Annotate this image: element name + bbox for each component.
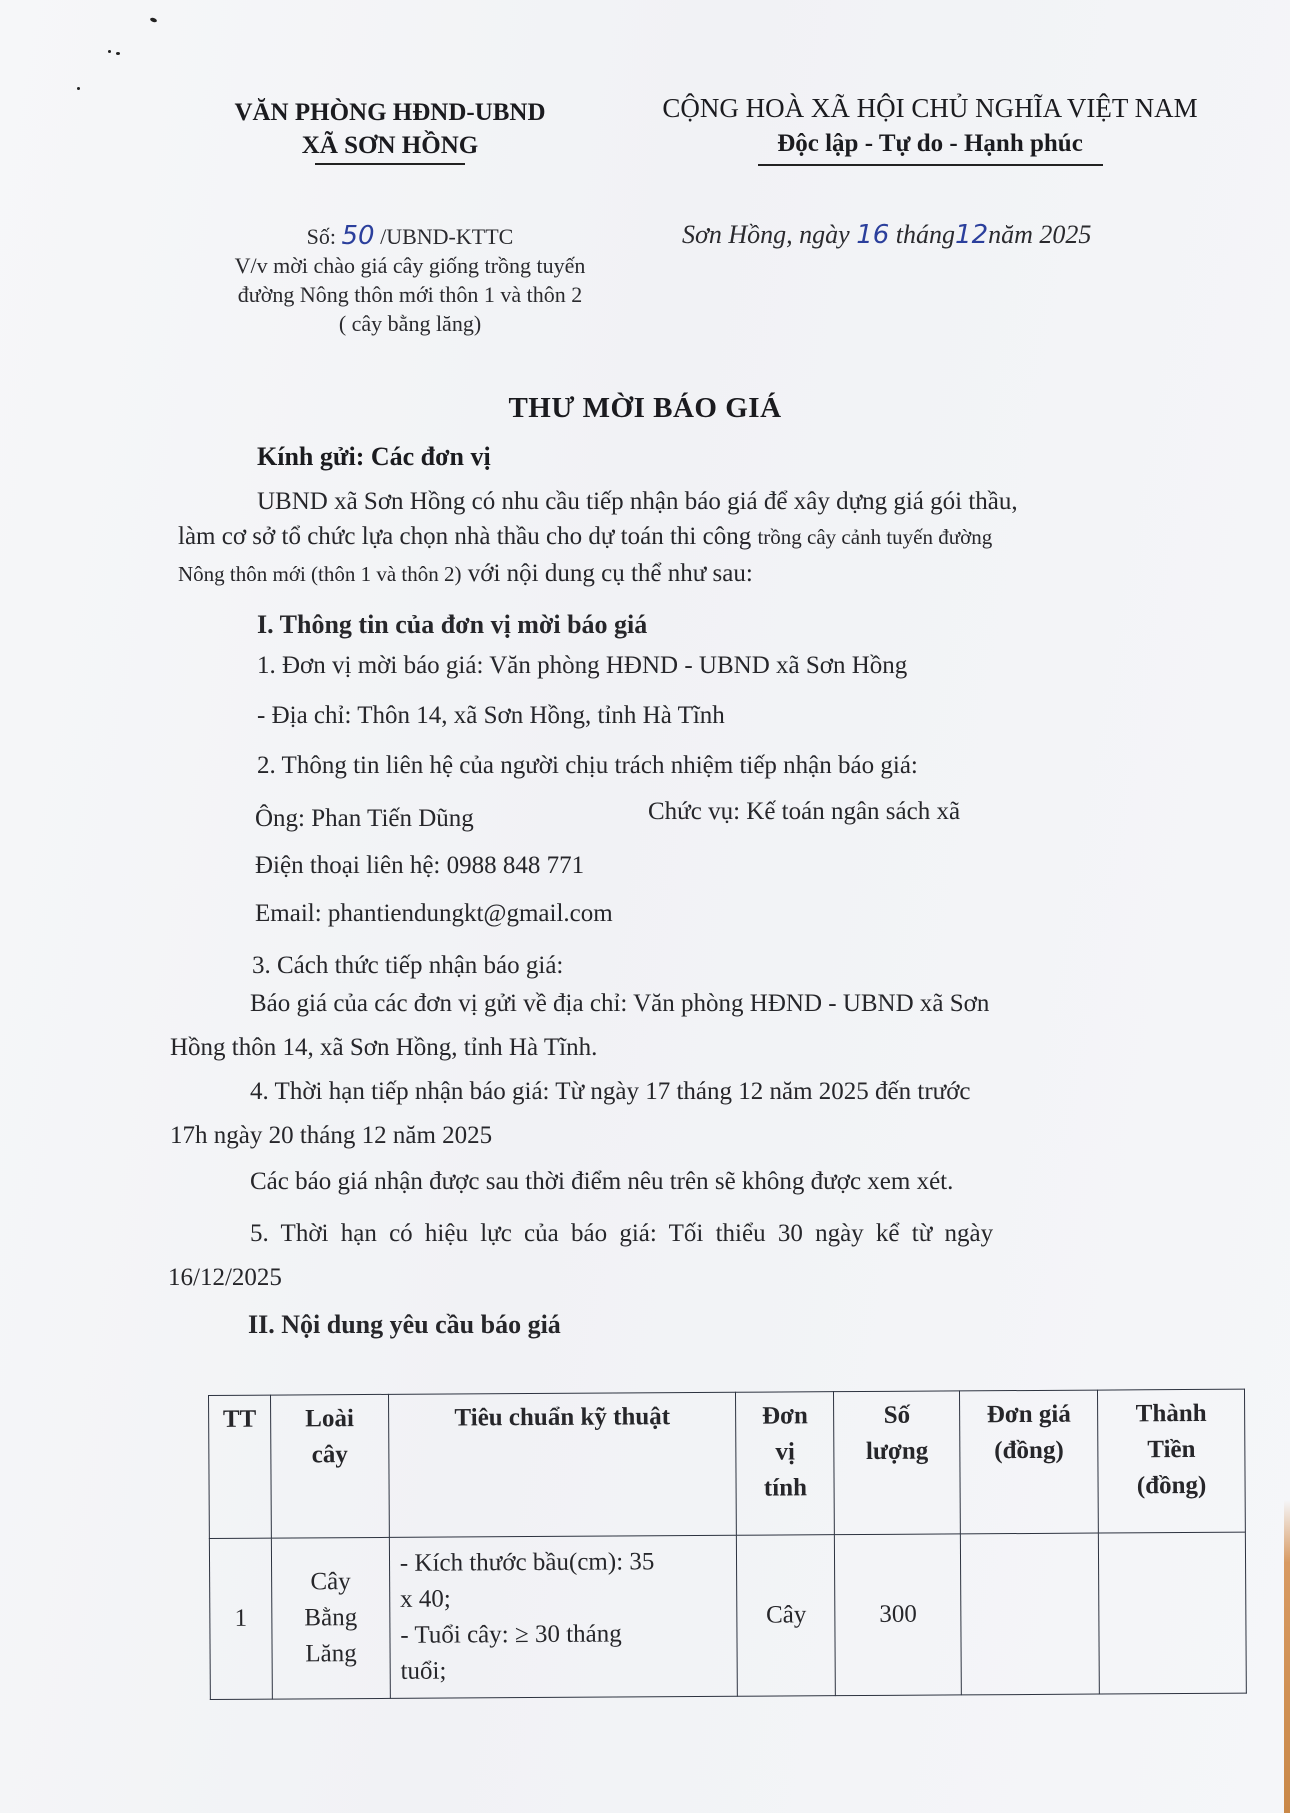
- issuing-agency: [190, 96, 590, 165]
- address: - Địa chỉ: Thôn 14, xã Sơn Hồng, tỉnh Hà Tĩnh: [257, 702, 725, 729]
- handwritten-month: 12: [955, 220, 989, 250]
- agency-line-2: XÃ SƠN HỒNG: [301, 132, 479, 159]
- scan-edge-strip: [1284, 1500, 1290, 1813]
- contact-phone: Điện thoại liên hệ: 0988 848 771: [255, 852, 585, 879]
- table-header-row: [209, 1389, 1246, 1538]
- intro-line-2: làm cơ sở tổ chức lựa chọn nhà thầu cho dự toán thi công trồng cây cảnh tuyến đường: [178, 523, 993, 550]
- cell-total: [1098, 1532, 1246, 1694]
- agency-line-1: VĂN PHÒNG HĐND-UBND: [234, 99, 546, 126]
- contact-title: Chức vụ: Kế toán ngân sách xã: [648, 798, 961, 825]
- scan-speck: [116, 52, 120, 55]
- col-header-unit: Đơn vị tính: [736, 1392, 835, 1536]
- deadline-line-2: 17h ngày 20 tháng 12 năm 2025: [170, 1122, 493, 1149]
- national-motto: Độc lập - Tự do - Hạnh phúc: [777, 130, 1083, 157]
- col-header-unit-price: Đơn giá (đồng): [960, 1390, 1099, 1534]
- agency-underline: [315, 163, 465, 165]
- document-reference: [180, 222, 640, 338]
- inviting-unit: 1. Đơn vị mời báo giá: Văn phòng HĐND - UBND xã Sơn Hồng: [257, 652, 908, 679]
- cell-species: Cây Bằng Lăng: [271, 1537, 390, 1699]
- salutation: Kính gửi: Các đơn vị: [257, 442, 491, 471]
- validity-line-1: 5. Thời hạn có hiệu lực của báo giá: Tối thiểu 30 ngày kể từ ngày: [250, 1220, 994, 1247]
- receiving-method-line-2: Hồng thôn 14, xã Sơn Hồng, tỉnh Hà Tĩnh.: [170, 1034, 598, 1061]
- subject-line-2: đường Nông thôn mới thôn 1 và thôn 2: [237, 282, 583, 307]
- document-number: Số: 50 /UBND-KTTC: [306, 221, 514, 251]
- receiving-method-heading: 3. Cách thức tiếp nhận báo giá:: [252, 952, 564, 979]
- col-header-total: Thành Tiền (đồng): [1098, 1389, 1246, 1533]
- handwritten-number: 50: [341, 221, 375, 251]
- cell-unit-price: [961, 1533, 1100, 1695]
- contact-name: Ông: Phan Tiến Dũng: [255, 805, 474, 832]
- scan-speck: [77, 87, 80, 90]
- handwritten-day: 16: [856, 220, 890, 250]
- section-1-heading: I. Thông tin của đơn vị mời báo giá: [257, 610, 648, 639]
- col-header-spec: Tiêu chuẩn kỹ thuật: [388, 1392, 736, 1537]
- table-row: [209, 1532, 1246, 1699]
- quotation-table: [208, 1389, 1247, 1700]
- scan-speck: [150, 17, 158, 23]
- contact-email: Email: phantiendungkt@gmail.com: [255, 900, 613, 927]
- national-heading: [620, 90, 1240, 166]
- deadline-line-1: 4. Thời hạn tiếp nhận báo giá: Từ ngày 17 tháng 12 năm 2025 đến trước: [250, 1078, 971, 1105]
- section-2-heading: II. Nội dung yêu cầu báo giá: [248, 1310, 561, 1339]
- cell-tt: 1: [209, 1538, 272, 1699]
- scan-speck: [108, 50, 111, 53]
- intro-line-1: UBND xã Sơn Hồng có nhu cầu tiếp nhận báo giá để xây dựng giá gói thầu,: [257, 488, 1018, 515]
- subject-line-1: V/v mời chào giá cây giống trồng tuyến: [234, 253, 586, 278]
- subject-line-3: ( cây bằng lăng): [338, 311, 482, 336]
- intro-line-3: Nông thôn mới (thôn 1 và thôn 2) với nội dung cụ thể như sau:: [178, 560, 753, 587]
- col-header-quantity: Số lượng: [834, 1391, 961, 1535]
- motto-underline: [758, 164, 1103, 166]
- contact-heading: 2. Thông tin liên hệ của người chịu trách nhiệm tiếp nhận báo giá:: [257, 752, 918, 779]
- cell-unit: Cây: [737, 1535, 836, 1697]
- late-submission-note: Các báo giá nhận được sau thời điểm nêu trên sẽ không được xem xét.: [250, 1168, 954, 1195]
- document-date: Sơn Hồng, ngày 16 tháng12năm 2025: [682, 220, 1092, 250]
- cell-spec: - Kích thước bầu(cm): 35 x 40; - Tuổi cây: ≥ 30 tháng tuổi;: [389, 1535, 738, 1698]
- col-header-species: Loài cây: [270, 1394, 389, 1538]
- receiving-method-line-1: Báo giá của các đơn vị gửi về địa chỉ: Văn phòng HĐND - UBND xã Sơn: [250, 990, 990, 1017]
- cell-quantity: 300: [835, 1534, 962, 1696]
- document-title: THƯ MỜI BÁO GIÁ: [508, 392, 782, 424]
- validity-line-2: 16/12/2025: [168, 1264, 282, 1291]
- col-header-tt: TT: [209, 1395, 272, 1538]
- nation-name: CỘNG HOÀ XÃ HỘI CHỦ NGHĨA VIỆT NAM: [662, 93, 1198, 123]
